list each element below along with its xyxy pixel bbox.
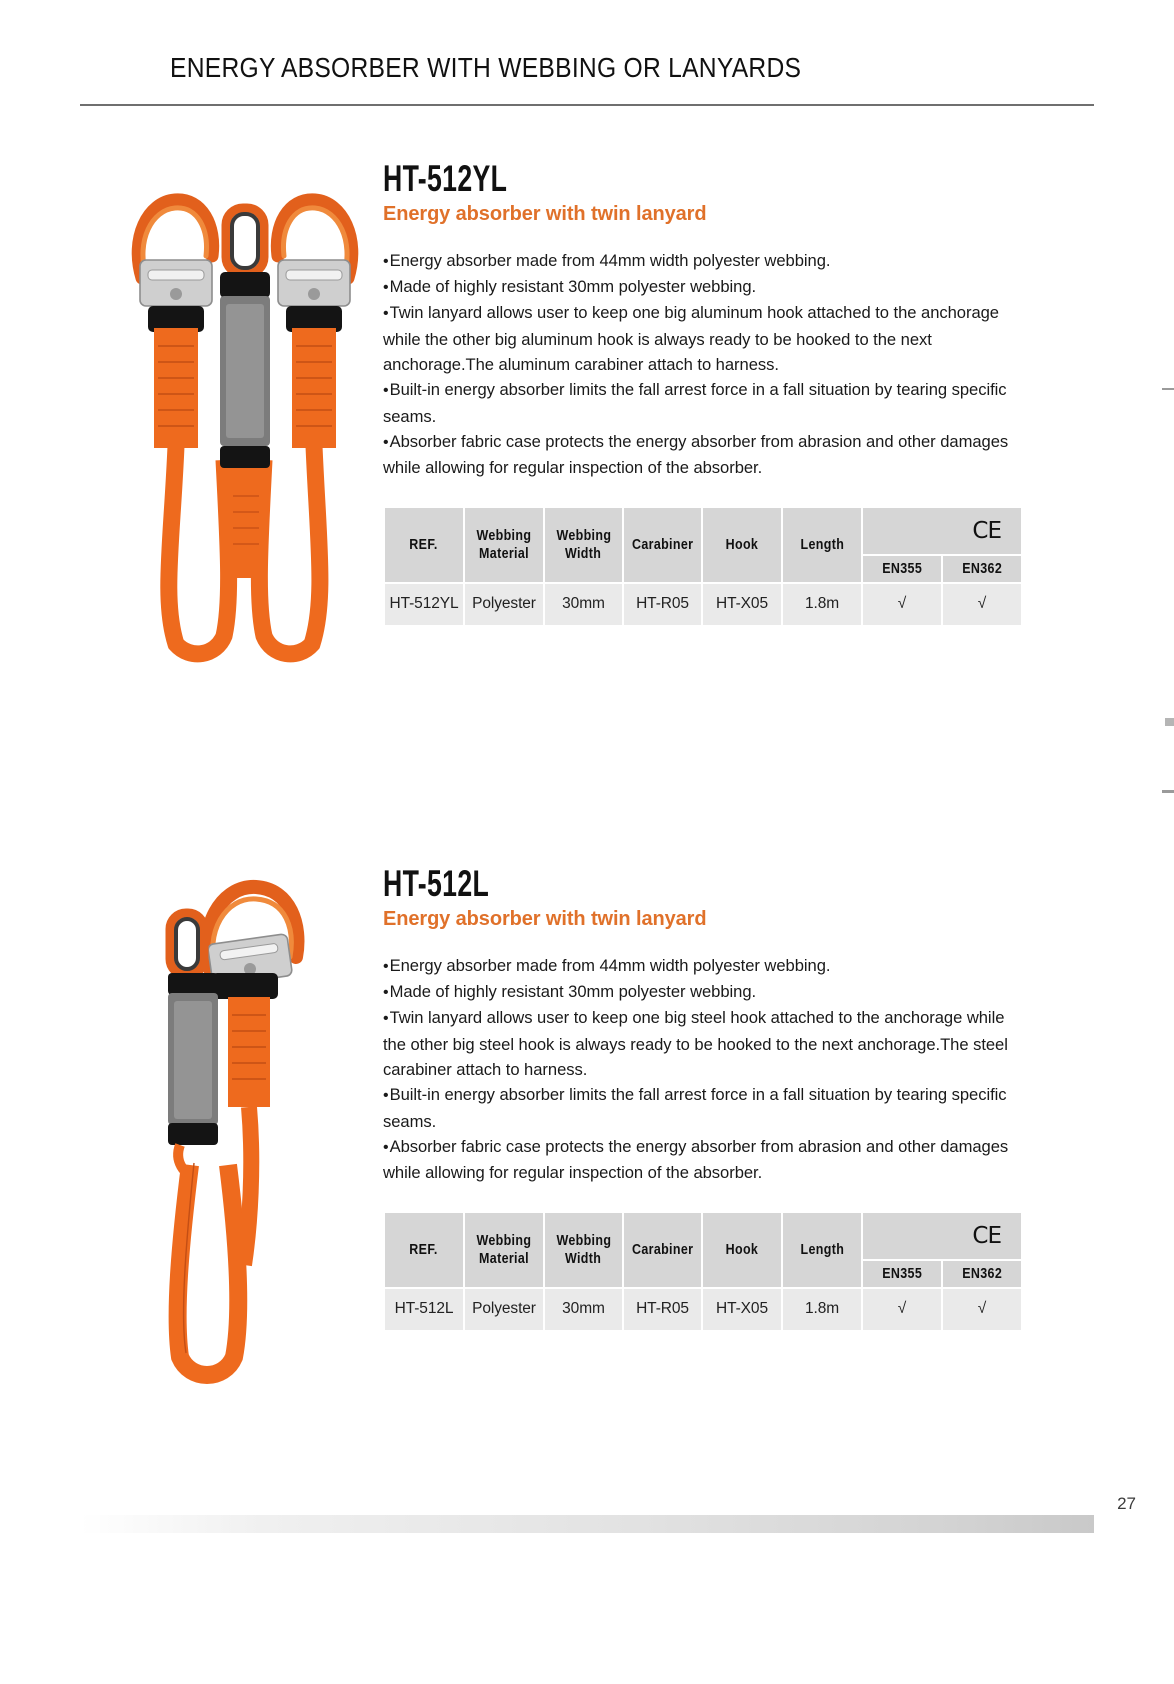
- product-details-1: [383, 865, 1023, 1332]
- col-header-ce: [862, 507, 1022, 555]
- product-ref-heading: HT-512L: [383, 863, 490, 904]
- cell-webbing-material: Polyester: [464, 1288, 544, 1331]
- cell-en362: √: [942, 583, 1022, 626]
- crop-mark: [1162, 388, 1174, 390]
- crop-mark: [1165, 718, 1174, 726]
- footer-gradient-bar: [80, 1515, 1094, 1533]
- col-header-hook: Hook: [702, 1212, 782, 1288]
- col-header-webbing-width: Webbing Width: [544, 1212, 623, 1288]
- col-header-webbing-material: Webbing Material: [464, 1212, 544, 1288]
- product-image-0: [120, 160, 370, 680]
- spec-table: [383, 1211, 1023, 1332]
- spec-table-header-row: [384, 507, 1022, 555]
- lanyard-illustration: [120, 160, 370, 680]
- product-details-0: [383, 160, 1023, 627]
- feature-item: • Twin lanyard allows user to keep one big aluminum hook attached to the anchorage while the other big aluminum hook is always ready to be hooked to the next anchorage.The aluminum carabiner attach to harness.: [383, 300, 1023, 377]
- ce-mark-icon: CE: [972, 517, 1001, 544]
- col-header-length: Length: [782, 507, 862, 583]
- cell-carabiner: HT-R05: [623, 1288, 702, 1331]
- cell-hook: HT-X05: [702, 1288, 782, 1331]
- cell-carabiner: HT-R05: [623, 583, 702, 626]
- feature-item: • Built-in energy absorber limits the fall arrest force in a fall situation by tearing specific seams.: [383, 1082, 1023, 1134]
- table-row: [384, 583, 1022, 626]
- page-title: ENERGY ABSORBER WITH WEBBING OR LANYARDS: [170, 52, 802, 83]
- col-header-hook: Hook: [702, 507, 782, 583]
- feature-item: • Twin lanyard allows user to keep one big steel hook attached to the anchorage while the other big steel hook is always ready to be hooked to the next anchorage.The steel carabiner attach to harness.: [383, 1005, 1023, 1082]
- col-header-carabiner: Carabiner: [623, 1212, 702, 1288]
- feature-item: • Energy absorber made from 44mm width polyester webbing.: [383, 248, 1023, 274]
- col-header-en362: EN362: [942, 555, 1022, 583]
- col-header-en362: EN362: [942, 1260, 1022, 1288]
- col-header-length: Length: [782, 1212, 862, 1288]
- col-header-webbing-material: Webbing Material: [464, 507, 544, 583]
- spec-table-header-row: [384, 1212, 1022, 1260]
- feature-item: • Energy absorber made from 44mm width polyester webbing.: [383, 953, 1023, 979]
- product-ref-heading: HT-512YL: [383, 158, 508, 199]
- lanyard-illustration: [150, 865, 370, 1395]
- product-feature-list: [383, 248, 1023, 481]
- cell-ref: HT-512L: [384, 1288, 464, 1331]
- feature-item: • Made of highly resistant 30mm polyester webbing.: [383, 979, 1023, 1005]
- table-row: [384, 1288, 1022, 1331]
- cell-webbing-width: 30mm: [544, 583, 623, 626]
- col-header-en355: EN355: [862, 555, 942, 583]
- product-subtitle: Energy absorber with twin lanyard: [383, 202, 707, 225]
- cell-length: 1.8m: [782, 1288, 862, 1331]
- cell-webbing-width: 30mm: [544, 1288, 623, 1331]
- col-header-en355: EN355: [862, 1260, 942, 1288]
- col-header-ce: [862, 1212, 1022, 1260]
- cell-hook: HT-X05: [702, 583, 782, 626]
- col-header-ref: REF.: [384, 507, 464, 583]
- feature-item: • Absorber fabric case protects the energy absorber from abrasion and other damages while allowing for regular inspection of the absorber.: [383, 429, 1023, 481]
- header-divider: [80, 104, 1094, 106]
- cell-en362: √: [942, 1288, 1022, 1331]
- page-header: [0, 0, 1174, 108]
- cell-en355: √: [862, 1288, 942, 1331]
- spec-table: [383, 506, 1023, 627]
- cell-ref: HT-512YL: [384, 583, 464, 626]
- feature-item: • Absorber fabric case protects the energy absorber from abrasion and other damages while allowing for regular inspection of the absorber.: [383, 1134, 1023, 1186]
- col-header-carabiner: Carabiner: [623, 507, 702, 583]
- feature-item: • Made of highly resistant 30mm polyester webbing.: [383, 274, 1023, 300]
- crop-mark: [1162, 790, 1174, 793]
- col-header-webbing-width: Webbing Width: [544, 507, 623, 583]
- cell-webbing-material: Polyester: [464, 583, 544, 626]
- cell-length: 1.8m: [782, 583, 862, 626]
- product-subtitle: Energy absorber with twin lanyard: [383, 907, 707, 930]
- ce-mark-icon: CE: [972, 1222, 1001, 1249]
- cell-en355: √: [862, 583, 942, 626]
- product-image-1: [150, 865, 370, 1395]
- feature-item: • Built-in energy absorber limits the fall arrest force in a fall situation by tearing specific seams.: [383, 377, 1023, 429]
- page-number: 27: [1117, 1494, 1136, 1513]
- col-header-ref: REF.: [384, 1212, 464, 1288]
- product-feature-list: [383, 953, 1023, 1186]
